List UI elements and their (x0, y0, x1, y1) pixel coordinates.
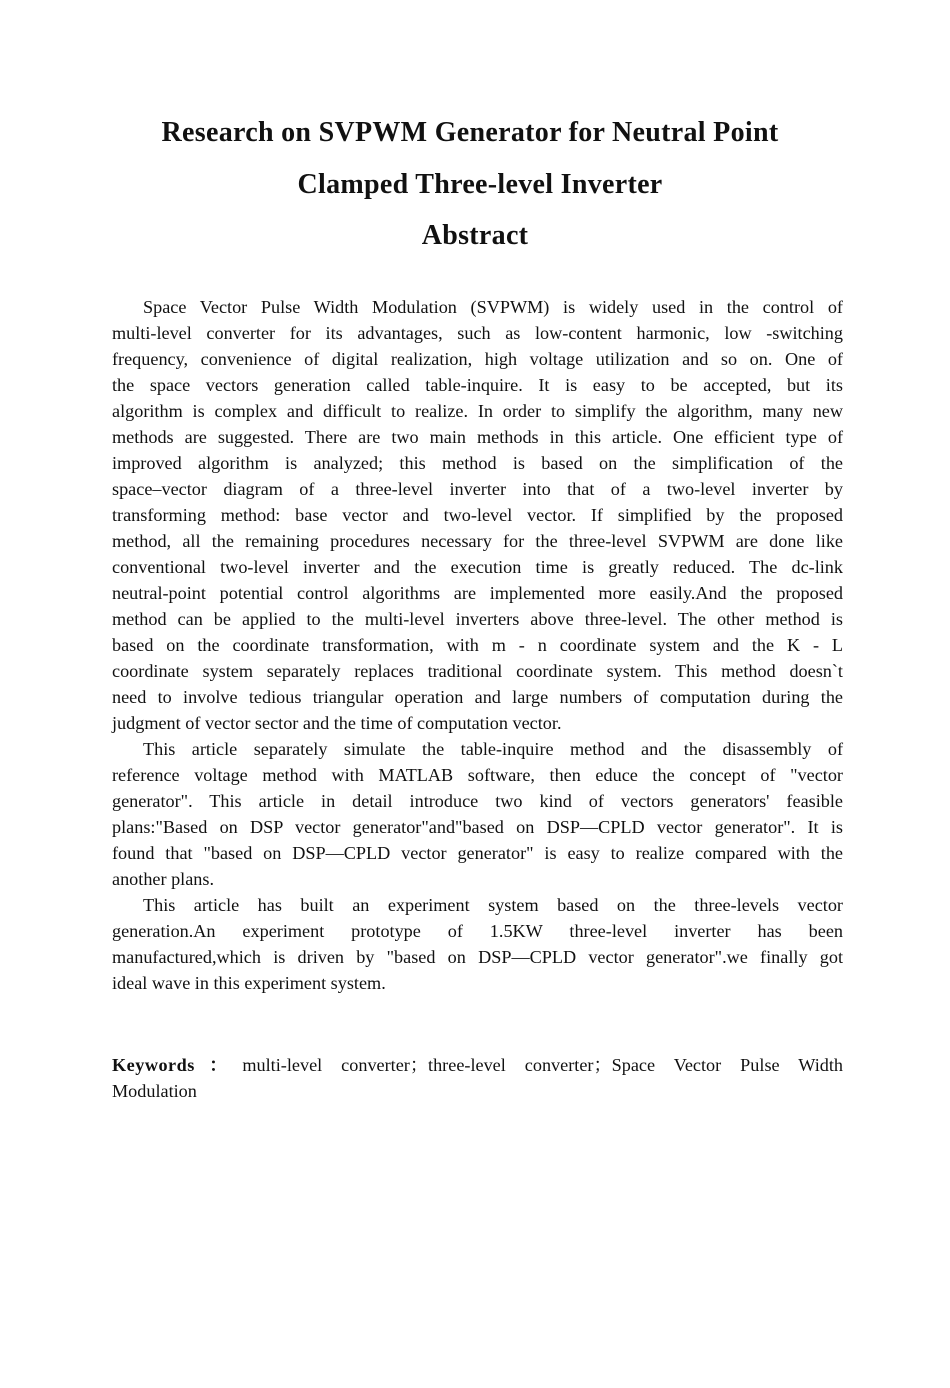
abstract-body (112, 294, 843, 996)
paper-title-line-2: Clamped Three-level Inverter (297, 169, 663, 200)
text-line: improved algorithm is analyzed; this method is based on the simplification of the (112, 453, 843, 473)
text-line: space–vector diagram of a three-level inverter into that of a two-level inverter by (112, 479, 843, 499)
abstract-paragraph (112, 892, 843, 996)
text-line: found that "based on DSP—CPLD vector generator" is easy to realize compared with the (112, 843, 843, 863)
text-line: methods are suggested. There are two main methods in this article. One efficient type of (112, 427, 843, 447)
text-line: need to involve tedious triangular operation and large numbers of computation during the (112, 687, 843, 707)
text-line: reference voltage method with MATLAB software, then educe the concept of "vector (112, 765, 843, 785)
text-line: multi-level converter for its advantages, such as low-content harmonic, low -switching (112, 323, 843, 343)
text-line: based on the coordinate transformation, with m - n coordinate system and the K - L (112, 635, 843, 655)
text-line: Space Vector Pulse Width Modulation (SVPWM) is widely used in the control of (143, 297, 843, 317)
abstract-heading: Abstract (421, 220, 529, 251)
text-line: neutral-point potential control algorithms are implemented more easily.And the proposed (112, 583, 843, 603)
keywords-text-line-2: Modulation (112, 1081, 197, 1101)
keywords-label: Keywords： (112, 1055, 243, 1075)
text-line: algorithm is complex and difficult to realize. In order to simplify the algorithm, many new (112, 401, 843, 421)
text-line: method can be applied to the multi-level inverters above three-level. The other method is (112, 609, 843, 629)
text-line: another plans. (112, 869, 215, 889)
text-line: transforming method: base vector and two-level vector. If simplified by the proposed (112, 505, 843, 525)
text-line: ideal wave in this experiment system. (112, 973, 386, 993)
keywords (112, 1052, 843, 1104)
abstract-paragraph (112, 736, 843, 892)
text-line: This article has built an experiment system based on the three-levels vector (143, 895, 843, 915)
text-line: generation.An experiment prototype of 1.5KW three-level inverter has been (112, 921, 843, 941)
text-line: This article separately simulate the table-inquire method and the disassembly of (143, 739, 843, 759)
keywords-text-line-1: multi-level converter；three-level converter；Space Vector Pulse Width (242, 1055, 843, 1075)
text-line: method, all the remaining procedures necessary for the three-level SVPWM are done like (112, 531, 843, 551)
text-line: manufactured,which is driven by "based on DSP—CPLD vector generator".we finally got (112, 947, 843, 967)
abstract-paragraph (112, 294, 843, 736)
text-line: judgment of vector sector and the time of computation vector. (112, 713, 562, 733)
text-line: the space vectors generation called table-inquire. It is easy to be accepted, but its (112, 375, 843, 395)
text-line: plans:"Based on DSP vector generator"and"based on DSP—CPLD vector generator". It is (112, 817, 843, 837)
text-line: coordinate system separately replaces traditional coordinate system. This method doesn`t (112, 661, 843, 681)
paper-title-line-1: Research on SVPWM Generator for Neutral Point (161, 117, 779, 148)
text-line: conventional two-level inverter and the execution time is greatly reduced. The dc-link (112, 557, 843, 577)
text-line: generator". This article in detail introduce two kind of vectors generators' feasible (112, 791, 843, 811)
text-line: frequency, convenience of digital realization, high voltage utilization and so on. One of (112, 349, 843, 369)
